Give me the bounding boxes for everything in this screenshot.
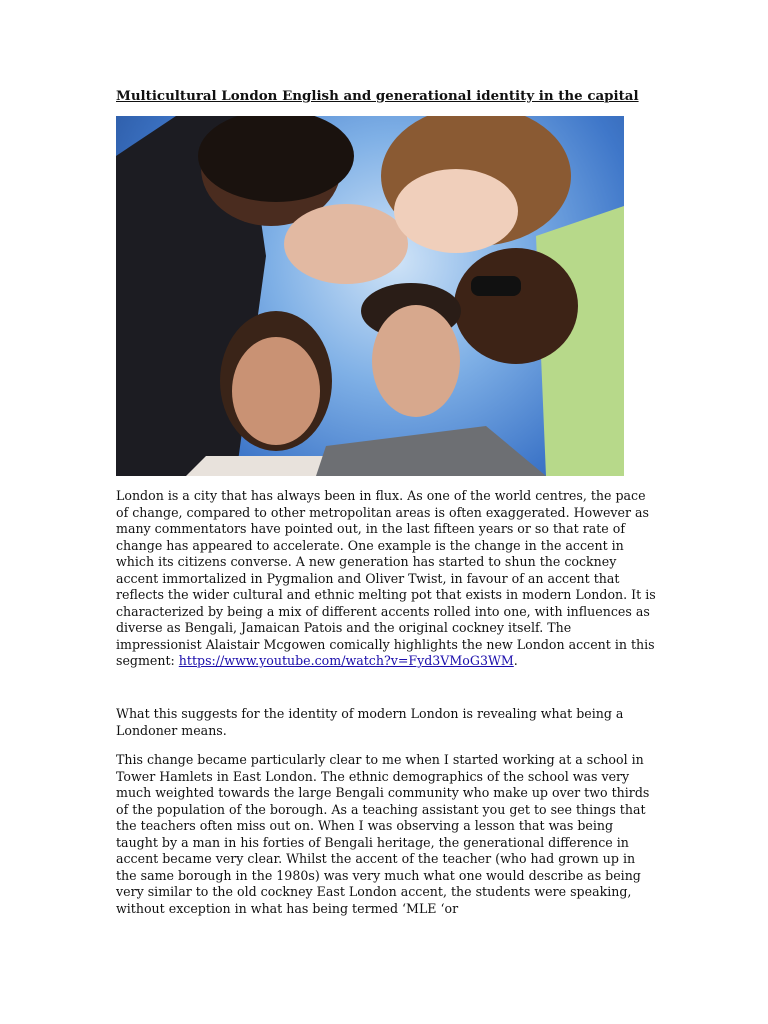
group-photo	[116, 116, 624, 476]
paragraph-1-text: London is a city that has always been in flux. As one of the world centres, the pace of change, compared to other metropolitan areas is often exaggerated. However as many commentators have pointed out, in the last fifteen years or so that rate of change has appeared to accelerate. One example is the change in the accent in which its citizens converse. A new generation has started to shun the cockney accent immortalized in Pygmalion and Oliver Twist, in favour of an accent that reflects the wider cultural and ethnic melting pot that exists in modern London. It is characterized by being a mix of different accents rolled into one, with influences as diverse as Bengali, Jamaican Patois and the original cockney itself. The impressionist Alaistair Mcgowen comically highlights the new London accent in this segment:	[116, 488, 656, 668]
document-title: Multicultural London English and generational identity in the capital	[116, 88, 639, 104]
paragraph-1-end: .	[513, 653, 518, 668]
paragraph-2: What this suggests for the identity of modern London is revealing what being a Londoner means.	[116, 706, 624, 738]
paragraph-1	[116, 488, 656, 670]
youtube-link[interactable]: https://www.youtube.com/watch?v=Fyd3VMoG3WM	[178, 653, 514, 668]
paragraph-3: This change became particularly clear to me when I started working at a school in Tower Hamlets in East London. The ethnic demographics of the school was very much weighted towards the large Bengali community who make up over two thirds of the population of the borough. As a teaching assistant you get to see things that the teachers often miss out on. When I was observing a lesson that was being taught by a man in his forties of Bengali heritage, the generational difference in accent became very clear. Whilst the accent of the teacher (who had grown up in the same borough in the 1980s) was very much what one would describe as being very similar to the old cockney East London accent, the students were speaking, without exception in what has being termed ‘MLE ‘or	[116, 752, 650, 916]
group-photo-illustration	[116, 116, 624, 476]
